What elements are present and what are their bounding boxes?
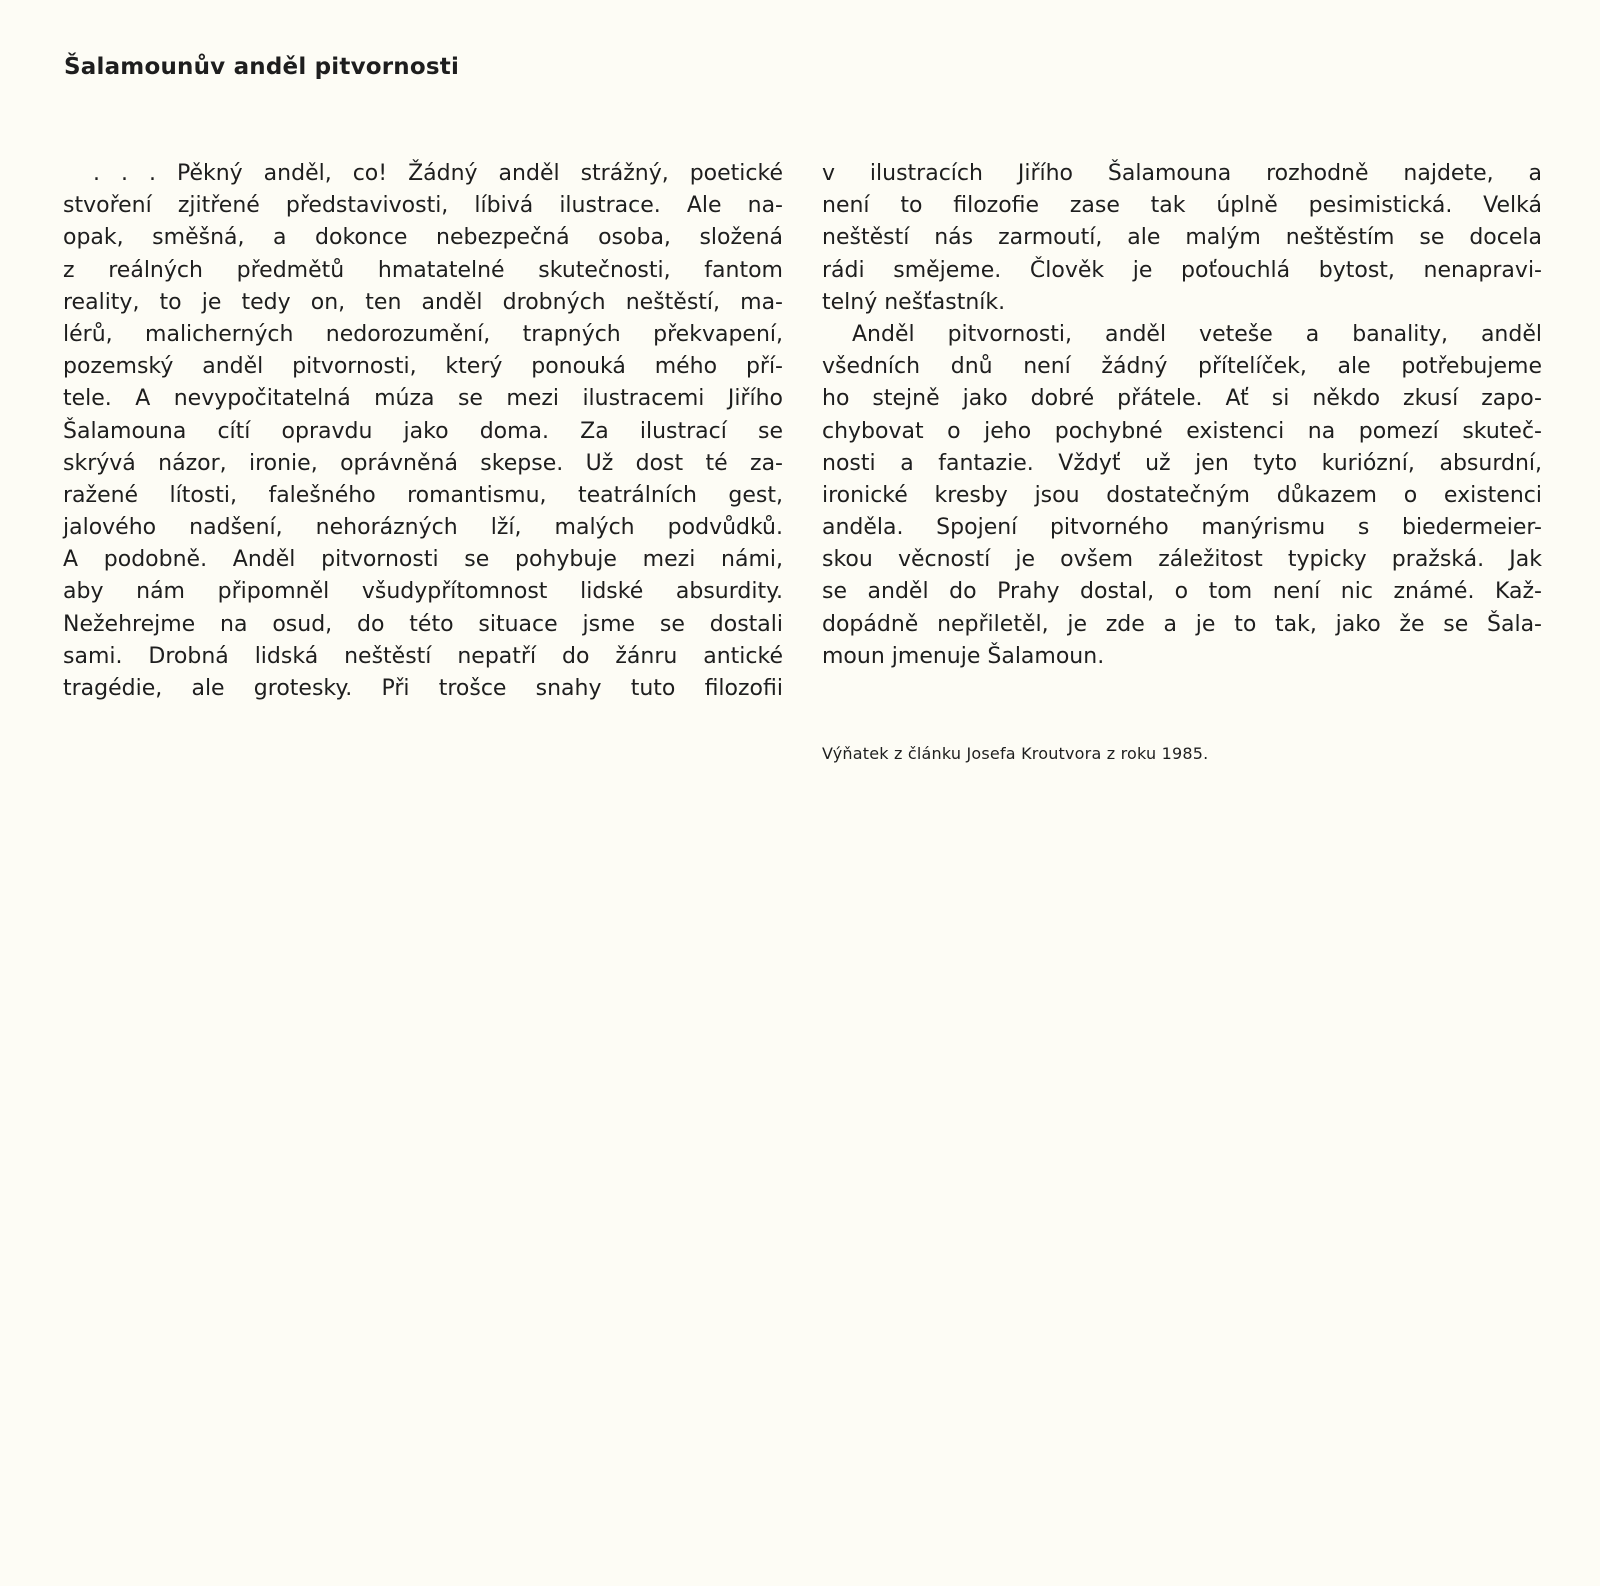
text-line: nosti a fantazie. Vždyť už jen tyto kuriózní, absurdní,: [822, 450, 1542, 476]
right-text-column: [822, 158, 1542, 673]
text-line: rádi smějeme. Člověk je poťouchlá bytost, nenapravi-: [822, 257, 1542, 283]
text-line: moun jmenuje Šalamoun.: [822, 643, 1105, 669]
article-title: Šalamounův anděl pitvornosti: [64, 54, 460, 80]
text-line: aby nám připomněl všudypřítomnost lidské absurdity.: [63, 579, 783, 605]
text-line: . . . Pěkný anděl, co! Žádný anděl strážný, poetické: [93, 161, 783, 186]
source-note: Výňatek z článku Josefa Kroutvora z roku 1985.: [822, 744, 1209, 763]
text-line: tragédie, ale grotesky. Při trošce snahy tuto filozofii: [63, 676, 783, 701]
text-line: telný nešťastník.: [822, 289, 1006, 315]
text-line: Anděl pitvornosti, anděl veteše a banality, anděl: [852, 321, 1542, 347]
text-line: z reálných předmětů hmatatelné skutečnosti, fantom: [63, 257, 783, 283]
text-line: stvoření zjitřené představivosti, líbivá ilustrace. Ale na-: [63, 193, 783, 219]
text-line: Nežehrejme na osud, do této situace jsme se dostali: [63, 611, 783, 637]
text-line: tele. A nevypočitatelná múza se mezi ilustracemi Jiřího: [63, 386, 783, 412]
text-line: se anděl do Prahy dostal, o tom není nic známé. Kaž-: [822, 579, 1542, 605]
text-line: anděla. Spojení pitvorného manýrismu s biedermeier-: [822, 515, 1542, 541]
text-line: v ilustracích Jiřího Šalamouna rozhodně najdete, a: [822, 161, 1542, 186]
text-line: neštěstí nás zarmoutí, ale malým neštěstím se docela: [822, 225, 1542, 251]
text-line: opak, směšná, a dokonce nebezpečná osoba, složená: [63, 225, 783, 251]
text-line: není to filozofie zase tak úplně pesimistická. Velká: [822, 193, 1542, 219]
text-line: reality, to je tedy on, ten anděl drobných neštěstí, ma-: [63, 289, 783, 315]
text-line: všedních dnů není žádný přítelíček, ale potřebujeme: [822, 354, 1542, 380]
text-line: skrývá názor, ironie, oprávněná skepse. Už dost té za-: [63, 450, 783, 476]
left-text-column: [63, 158, 783, 705]
text-line: skou věcností je ovšem záležitost typicky pražská. Jak: [822, 547, 1542, 573]
text-line: sami. Drobná lidská neštěstí nepatří do žánru antické: [63, 643, 783, 669]
text-line: Šalamouna cítí opravdu jako doma. Za ilustrací se: [63, 418, 783, 444]
text-line: lérů, malicherných nedorozumění, trapných překvapení,: [63, 321, 783, 347]
text-line: pozemský anděl pitvornosti, který ponouká mého pří-: [63, 354, 783, 380]
text-line: ho stejně jako dobré přátele. Ať si někdo zkusí zapo-: [822, 386, 1542, 412]
text-line: dopádně nepřiletěl, je zde a je to tak, jako že se Šala-: [822, 611, 1542, 637]
text-line: ražené lítosti, falešného romantismu, teatrálních gest,: [63, 482, 783, 508]
text-line: chybovat o jeho pochybné existenci na pomezí skuteč-: [822, 418, 1542, 444]
text-line: A podobně. Anděl pitvornosti se pohybuje mezi námi,: [63, 547, 783, 573]
text-line: ironické kresby jsou dostatečným důkazem o existenci: [822, 482, 1542, 508]
text-line: jalového nadšení, nehorázných lží, malých podvůdků.: [63, 515, 783, 541]
